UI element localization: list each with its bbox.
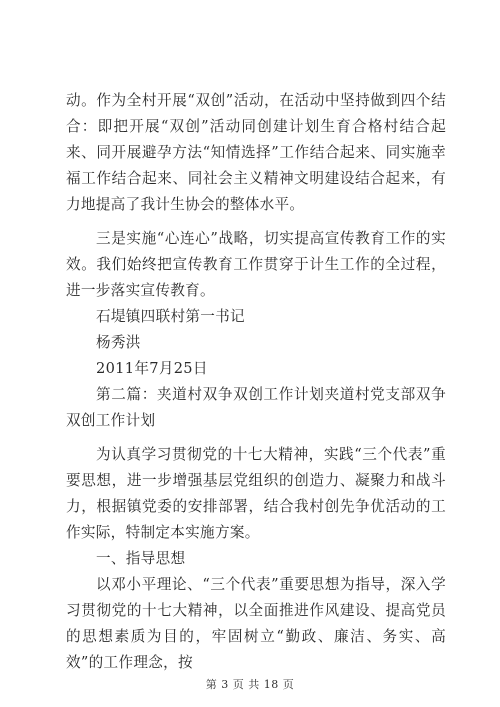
signature-name: 杨秀洪 [96,334,141,351]
document-body [66,88,446,676]
signature-title: 石堤镇四联村第一书记 [96,308,245,325]
section-heading-guiding-ideology: 一、指导思想 [96,550,186,567]
paragraph-strategy-three: 三是实施“心连心”战略，切实提高宣传教育工作的实效。我们始终把宣传教育工作贯穿于计生工作的全过程，进一步落实宣传教育。 [66,230,446,299]
paragraph-intro: 为认真学习贯彻党的十七大精神，实践“三个代表”重要思想，进一步增强基层党组织的创造力、凝聚力和战斗力，根据镇党委的安排部署，结合我村创先争优活动的工作实际，特制定本实施方案。 [66,446,446,541]
paragraph-guiding-ideology: 以邓小平理论、“三个代表”重要思想为指导，深入学习贯彻党的十七大精神，以全面推进作风建设、提高党员的思想素质为目的，牢固树立“勤政、廉洁、务实、高效”的工作理念，按 [66,576,446,671]
page-footer: 第 3 页 共 18 页 [205,678,295,691]
section-heading-second-part: 第二篇：夹道村双争双创工作计划夹道村党支部双争双创工作计划 [66,386,446,429]
paragraph-continuation: 动。作为全村开展“双创”活动，在活动中坚持做到四个结合：即把开展“双创”活动同创建计划生育合格村结合起来、同开展避孕方法“知情选择”工作结合起来、同实施幸福工作结合起来、同社会主义精神文明建设结合起来，有力地提高了我计生协会的整体水平。 [66,92,446,213]
signature-date: 2011年7月25日 [96,360,208,377]
